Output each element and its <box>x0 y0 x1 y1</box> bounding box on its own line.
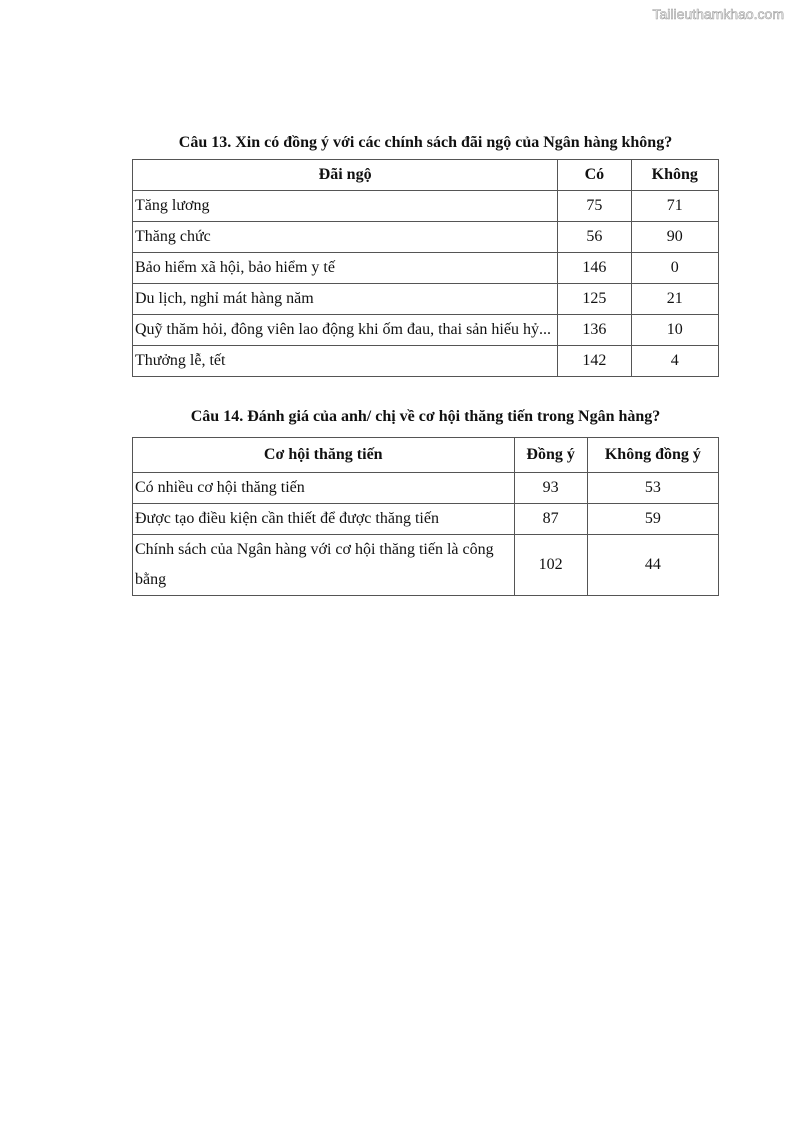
table-row <box>133 315 719 346</box>
row-co-value: 125 <box>558 284 631 315</box>
row-khong-dong-y-value: 53 <box>587 473 718 504</box>
table-dai-ngo <box>132 159 719 377</box>
table-co-hoi-thang-tien <box>132 437 719 596</box>
row-label: Bảo hiểm xã hội, bảo hiểm y tế <box>133 253 558 284</box>
row-khong-dong-y-value: 59 <box>587 504 718 535</box>
row-khong-value: 0 <box>631 253 719 284</box>
row-label: Tăng lương <box>133 191 558 222</box>
watermark: Tailieuthamkhao.com <box>652 6 784 22</box>
header-co-hoi-thang-tien: Cơ hội thăng tiến <box>133 438 515 473</box>
table-row <box>133 191 719 222</box>
row-dong-y-value: 87 <box>514 504 587 535</box>
header-dai-ngo: Đãi ngộ <box>133 160 558 191</box>
table-row <box>133 253 719 284</box>
row-label: Chính sách của Ngân hàng với cơ hội thăng tiến là công bằng <box>133 535 515 596</box>
header-khong-dong-y: Không đồng ý <box>587 438 718 473</box>
row-label: Thăng chức <box>133 222 558 253</box>
row-khong-dong-y-value: 44 <box>587 535 718 596</box>
table-row <box>133 535 719 596</box>
row-label: Có nhiều cơ hội thăng tiến <box>133 473 515 504</box>
row-khong-value: 90 <box>631 222 719 253</box>
table-row <box>133 473 719 504</box>
row-co-value: 75 <box>558 191 631 222</box>
table-header-row <box>133 438 719 473</box>
row-khong-value: 71 <box>631 191 719 222</box>
row-co-value: 146 <box>558 253 631 284</box>
row-label: Được tạo điều kiện cần thiết để được thăng tiến <box>133 504 515 535</box>
row-dong-y-value: 102 <box>514 535 587 596</box>
question-14-title: Câu 14. Đánh giá của anh/ chị về cơ hội thăng tiến trong Ngân hàng? <box>190 408 661 425</box>
table-row <box>133 284 719 315</box>
question-13-title: Câu 13. Xin có đồng ý với các chính sách đãi ngộ của Ngân hàng không? <box>178 134 673 151</box>
row-khong-value: 10 <box>631 315 719 346</box>
row-label: Du lịch, nghỉ mát hàng năm <box>133 284 558 315</box>
row-label: Quỹ thăm hỏi, đông viên lao động khi ốm đau, thai sản hiếu hỷ... <box>133 315 558 346</box>
header-khong: Không <box>631 160 719 191</box>
table-header-row <box>133 160 719 191</box>
row-dong-y-value: 93 <box>514 473 587 504</box>
row-co-value: 56 <box>558 222 631 253</box>
header-co: Có <box>558 160 631 191</box>
row-khong-value: 4 <box>631 346 719 377</box>
table-row <box>133 222 719 253</box>
row-co-value: 136 <box>558 315 631 346</box>
header-dong-y: Đồng ý <box>514 438 587 473</box>
table-row <box>133 504 719 535</box>
row-co-value: 142 <box>558 346 631 377</box>
table-row <box>133 346 719 377</box>
row-label: Thưởng lễ, tết <box>133 346 558 377</box>
row-khong-value: 21 <box>631 284 719 315</box>
